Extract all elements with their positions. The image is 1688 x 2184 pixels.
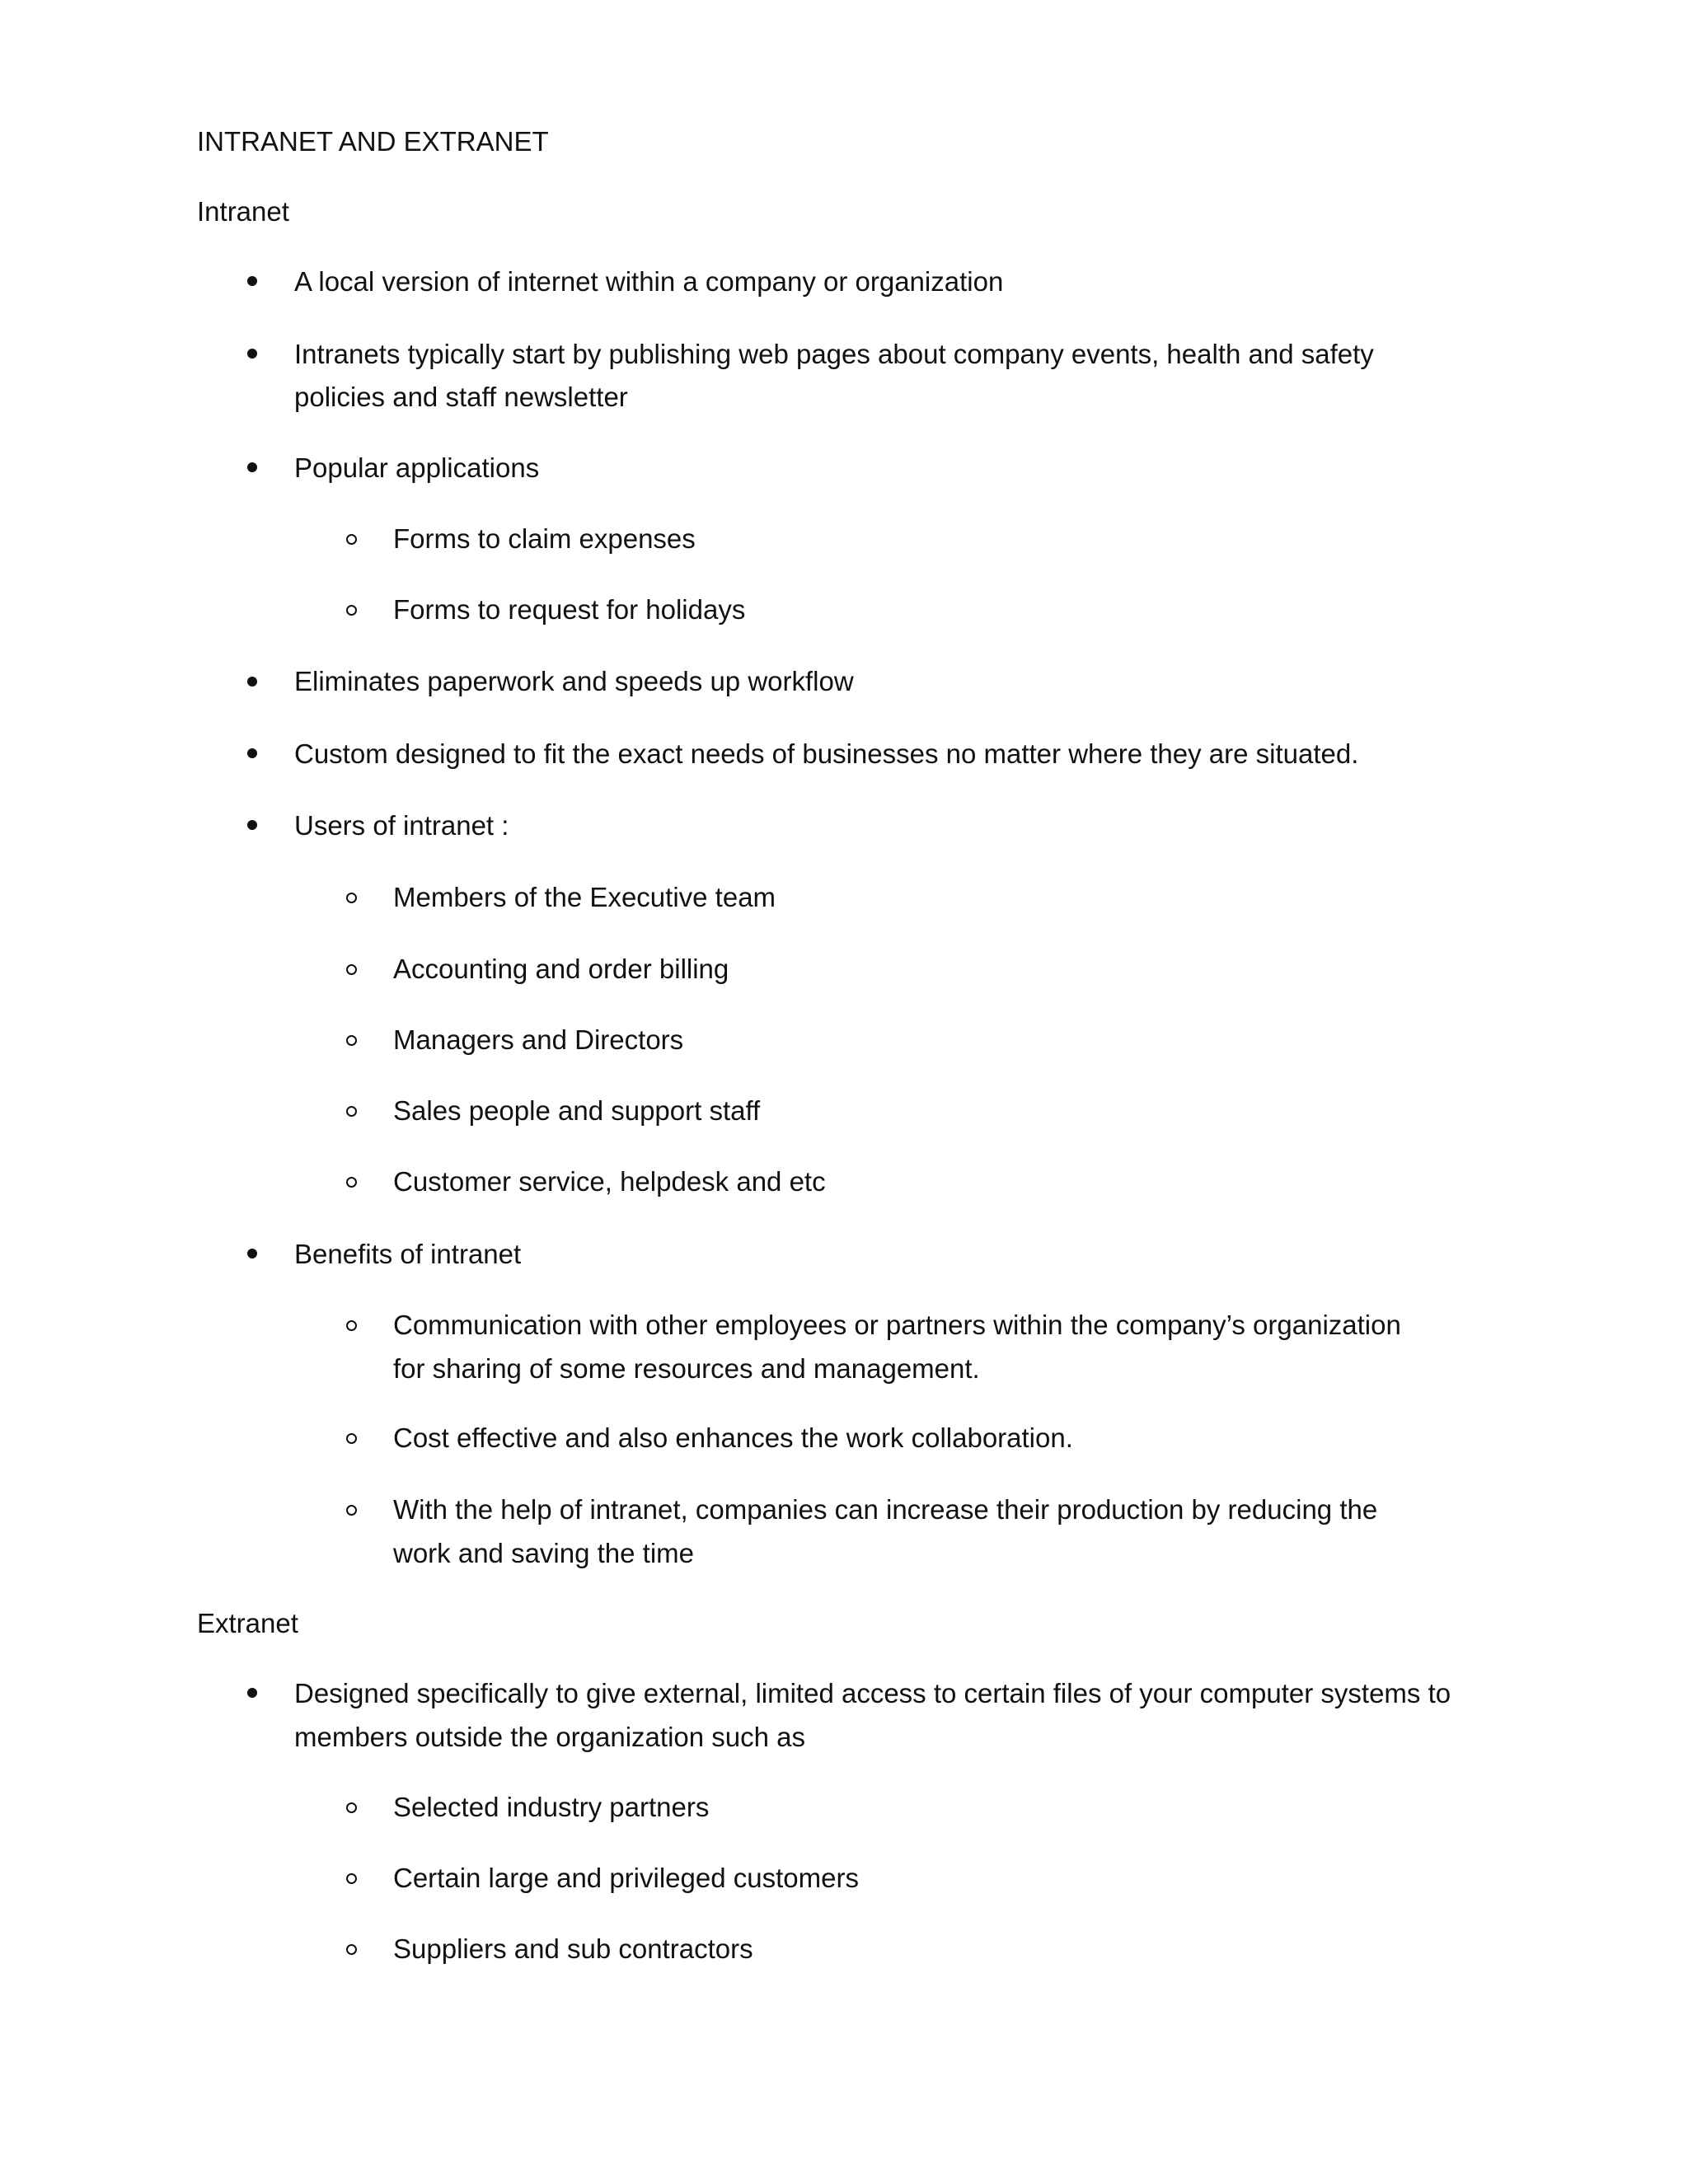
bullet-circle-icon bbox=[346, 1802, 357, 1813]
sub-list-item: Communication with other employees or partners within the company’s organization bbox=[393, 1310, 1401, 1340]
bullet-circle-icon bbox=[346, 1433, 357, 1444]
bullet-dot-icon bbox=[247, 349, 257, 359]
bullet-dot-icon bbox=[247, 1688, 257, 1698]
bullet-circle-icon bbox=[346, 1035, 357, 1046]
bullet-dot-icon bbox=[247, 748, 257, 758]
list-item-continuation: policies and staff newsletter bbox=[294, 382, 628, 412]
list-item-continuation: members outside the organization such as bbox=[294, 1722, 806, 1752]
section-heading-extranet: Extranet bbox=[197, 1608, 298, 1638]
bullet-circle-icon bbox=[346, 1944, 357, 1955]
bullet-circle-icon bbox=[346, 1505, 357, 1516]
sub-list-item: Accounting and order billing bbox=[393, 954, 729, 984]
bullet-circle-icon bbox=[346, 1106, 357, 1117]
bullet-circle-icon bbox=[346, 964, 357, 975]
list-item: Popular applications bbox=[294, 452, 540, 483]
section-heading-intranet: Intranet bbox=[197, 196, 289, 227]
list-item: Custom designed to fit the exact needs of businesses no matter where they are situated. bbox=[294, 738, 1359, 769]
sub-list-item: Selected industry partners bbox=[393, 1792, 710, 1822]
bullet-circle-icon bbox=[346, 1873, 357, 1884]
bullet-circle-icon bbox=[346, 1177, 357, 1188]
sub-list-item: Managers and Directors bbox=[393, 1024, 684, 1055]
bullet-dot-icon bbox=[247, 1249, 257, 1258]
bullet-circle-icon bbox=[346, 534, 357, 545]
sub-list-item-continuation: for sharing of some resources and management. bbox=[393, 1353, 980, 1384]
sub-list-item: Sales people and support staff bbox=[393, 1095, 761, 1126]
sub-list-item: Suppliers and sub contractors bbox=[393, 1933, 753, 1964]
list-item: Users of intranet : bbox=[294, 810, 509, 841]
sub-list-item: Members of the Executive team bbox=[393, 882, 776, 912]
list-item: Eliminates paperwork and speeds up workflow bbox=[294, 666, 854, 696]
sub-list-item: Certain large and privileged customers bbox=[393, 1863, 859, 1893]
list-item: A local version of internet within a company or organization bbox=[294, 266, 1004, 297]
list-item: Intranets typically start by publishing web pages about company events, health and safety bbox=[294, 339, 1374, 369]
bullet-dot-icon bbox=[247, 276, 257, 286]
bullet-circle-icon bbox=[346, 1320, 357, 1331]
sub-list-item: With the help of intranet, companies can increase their production by reducing the bbox=[393, 1494, 1378, 1525]
document-title: INTRANET AND EXTRANET bbox=[197, 126, 549, 157]
sub-list-item-continuation: work and saving the time bbox=[393, 1538, 695, 1568]
sub-list-item: Forms to claim expenses bbox=[393, 523, 696, 554]
sub-list-item: Forms to request for holidays bbox=[393, 594, 746, 625]
sub-list-item: Customer service, helpdesk and etc bbox=[393, 1166, 826, 1197]
sub-list-item: Cost effective and also enhances the work collaboration. bbox=[393, 1422, 1073, 1453]
bullet-circle-icon bbox=[346, 605, 357, 616]
bullet-dot-icon bbox=[247, 820, 257, 830]
list-item: Benefits of intranet bbox=[294, 1239, 522, 1269]
bullet-circle-icon bbox=[346, 893, 357, 903]
bullet-dot-icon bbox=[247, 462, 257, 472]
bullet-dot-icon bbox=[247, 677, 257, 687]
list-item: Designed specifically to give external, limited access to certain files of your computer systems to bbox=[294, 1678, 1451, 1708]
